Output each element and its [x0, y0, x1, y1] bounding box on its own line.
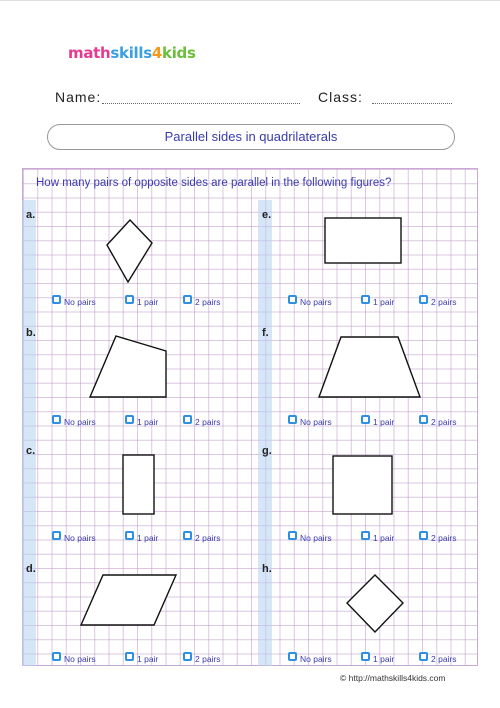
shape-g-square — [333, 456, 392, 514]
option-1-pair[interactable]: 1 pair — [361, 294, 394, 304]
option-no-pairs[interactable]: No pairs — [288, 530, 332, 540]
option-2-pairs[interactable]: 2 pairs — [183, 414, 221, 424]
figure-letter-h: h. — [262, 563, 272, 575]
footer-url[interactable]: http://mathskills4kids.com — [348, 673, 446, 683]
checkbox[interactable] — [361, 652, 370, 661]
class-label: Class: — [318, 89, 363, 105]
option-2-pairs[interactable]: 2 pairs — [419, 530, 457, 540]
checkbox[interactable] — [288, 652, 297, 661]
footer — [340, 673, 445, 683]
option-2-pairs[interactable]: 2 pairs — [183, 530, 221, 540]
option-no-pairs[interactable]: No pairs — [52, 294, 96, 304]
option-2-pairs[interactable]: 2 pairs — [419, 414, 457, 424]
option-1-pair[interactable]: 1 pair — [125, 414, 158, 424]
option-no-pairs[interactable]: No pairs — [52, 530, 96, 540]
checkbox[interactable] — [288, 415, 297, 424]
question-text: How many pairs of opposite sides are parallel in the following figures? — [36, 177, 392, 189]
checkbox[interactable] — [183, 531, 192, 540]
option-1-pair[interactable]: 1 pair — [361, 530, 394, 540]
option-1-pair[interactable]: 1 pair — [361, 414, 394, 424]
option-1-pair[interactable]: 1 pair — [125, 530, 158, 540]
checkbox[interactable] — [52, 295, 61, 304]
checkbox[interactable] — [361, 295, 370, 304]
figure-letter-d: d. — [26, 563, 36, 575]
shape-e-rectangle — [325, 218, 401, 263]
option-2-pairs[interactable]: 2 pairs — [183, 651, 221, 661]
copyright-icon: © — [340, 673, 347, 683]
figure-letter-a: a. — [26, 209, 36, 221]
checkbox[interactable] — [52, 415, 61, 424]
shape-d-parallelogram — [81, 575, 176, 625]
checkbox[interactable] — [288, 531, 297, 540]
figure-letter-f: f. — [262, 327, 269, 339]
figure-letter-e: e. — [262, 209, 272, 221]
checkbox[interactable] — [183, 415, 192, 424]
checkbox[interactable] — [125, 415, 134, 424]
option-no-pairs[interactable]: No pairs — [52, 651, 96, 661]
option-no-pairs[interactable]: No pairs — [288, 414, 332, 424]
figure-letter-c: c. — [26, 445, 36, 457]
checkbox[interactable] — [183, 295, 192, 304]
checkbox[interactable] — [288, 295, 297, 304]
checkbox[interactable] — [419, 295, 428, 304]
logo: mathskills4kids — [68, 44, 196, 62]
figure-letter-b: b. — [26, 327, 36, 339]
checkbox[interactable] — [419, 531, 428, 540]
checkbox[interactable] — [361, 531, 370, 540]
checkbox[interactable] — [52, 531, 61, 540]
checkbox[interactable] — [52, 652, 61, 661]
option-2-pairs[interactable]: 2 pairs — [419, 294, 457, 304]
worksheet-title: Parallel sides in quadrilaterals — [47, 124, 455, 150]
option-1-pair[interactable]: 1 pair — [361, 651, 394, 661]
option-no-pairs[interactable]: No pairs — [52, 414, 96, 424]
shape-b-quadrilateral — [90, 336, 166, 397]
option-1-pair[interactable]: 1 pair — [125, 294, 158, 304]
checkbox[interactable] — [361, 415, 370, 424]
shape-f-trapezoid — [319, 337, 420, 397]
option-no-pairs[interactable]: No pairs — [288, 294, 332, 304]
checkbox[interactable] — [419, 415, 428, 424]
checkbox[interactable] — [419, 652, 428, 661]
checkbox[interactable] — [183, 652, 192, 661]
option-2-pairs[interactable]: 2 pairs — [183, 294, 221, 304]
checkbox[interactable] — [125, 531, 134, 540]
option-1-pair[interactable]: 1 pair — [125, 651, 158, 661]
option-2-pairs[interactable]: 2 pairs — [419, 651, 457, 661]
name-label: Name: — [55, 89, 102, 105]
shape-h-rhombus — [347, 575, 403, 632]
option-no-pairs[interactable]: No pairs — [288, 651, 332, 661]
checkbox[interactable] — [125, 295, 134, 304]
figure-letter-g: g. — [262, 445, 272, 457]
shape-a-kite — [107, 220, 152, 282]
checkbox[interactable] — [125, 652, 134, 661]
shape-c-rectangle — [123, 455, 154, 514]
